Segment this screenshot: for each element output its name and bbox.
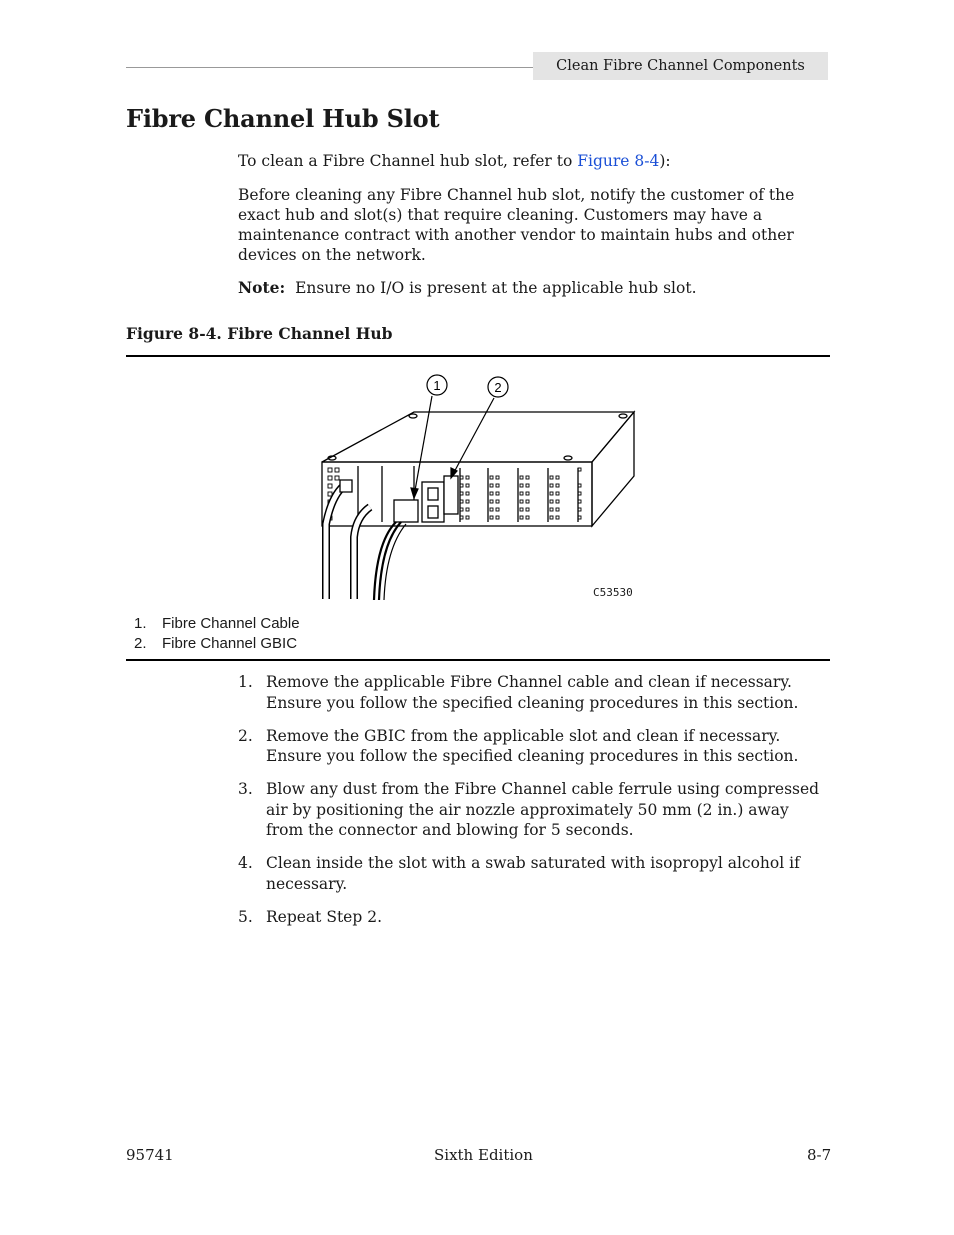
callout-1-label: 1 (433, 378, 441, 393)
step-item (238, 907, 828, 928)
step-number: 2. (238, 726, 253, 745)
step-item (238, 853, 828, 894)
figure-id: C53530 (593, 586, 633, 599)
note-label: Note: (238, 278, 286, 297)
hub-top-face (322, 412, 634, 462)
legend-number: 2. (134, 635, 147, 652)
running-header: Clean Fibre Channel Components (533, 52, 828, 80)
intro-before: To clean a Fibre Channel hub slot, refer to (238, 152, 578, 170)
legend-text: Fibre Channel GBIC (162, 635, 298, 652)
callout-2-leader (452, 398, 494, 476)
step-number: 3. (238, 780, 253, 798)
step-text: Remove the applicable Fibre Channel cable and clean if necessary. Ensure you follow the specified cleaning procedures in this section. (266, 673, 799, 712)
callout-2-label: 2 (494, 380, 502, 395)
legend-item (134, 614, 300, 634)
step-number: 4. (238, 854, 253, 872)
page-title: Fibre Channel Hub Slot (126, 104, 440, 133)
step-number: 5. (238, 907, 253, 926)
hub-side-face (592, 412, 634, 526)
step-item (238, 779, 828, 841)
step-item (238, 672, 828, 713)
step-text: Repeat Step 2. (266, 907, 382, 926)
intro-after: ): (659, 152, 671, 170)
figure-legend (134, 614, 300, 654)
legend-item (134, 634, 300, 654)
footer-edition: Sixth Edition (434, 1146, 533, 1164)
footer-page-number: 8-7 (807, 1146, 832, 1164)
figure-bottom-rule (126, 659, 830, 661)
note (238, 278, 818, 298)
step-number: 1. (238, 673, 253, 691)
step-item (238, 726, 828, 767)
figure-top-rule (126, 355, 830, 357)
notice-paragraph: Before cleaning any Fibre Channel hub slot, notify the customer of the exact hub and slot(s) that require cleaning. Customers may have a maintenance contract with another vendor to maintain hubs and other devices on the network. (238, 186, 795, 264)
legend-number: 1. (134, 615, 147, 632)
step-text: Blow any dust from the Fibre Channel cable ferrule using compressed air by positioning the air nozzle approximately 50 mm (2 in.) away from the connector and blowing for 5 seconds. (266, 780, 820, 839)
header-rule (126, 67, 536, 68)
legend-text: Fibre Channel Cable (162, 615, 300, 632)
footer-doc-number: 95741 (126, 1146, 174, 1164)
figure-caption: Figure 8-4. Fibre Channel Hub (126, 324, 393, 343)
step-text: Clean inside the slot with a swab saturated with isopropyl alcohol if necessary. (266, 854, 800, 893)
step-text: Remove the GBIC from the applicable slot and clean if necessary. Ensure you follow the specified cleaning procedures in this section. (266, 726, 799, 765)
note-text: Ensure no I/O is present at the applicable hub slot. (295, 279, 697, 297)
intro-paragraph (238, 151, 818, 171)
figure-link[interactable]: Figure 8-4 (577, 152, 660, 170)
procedure-steps (238, 672, 828, 940)
callout-1-leader (414, 396, 432, 496)
fibre-channel-hub-illustration (318, 372, 638, 602)
